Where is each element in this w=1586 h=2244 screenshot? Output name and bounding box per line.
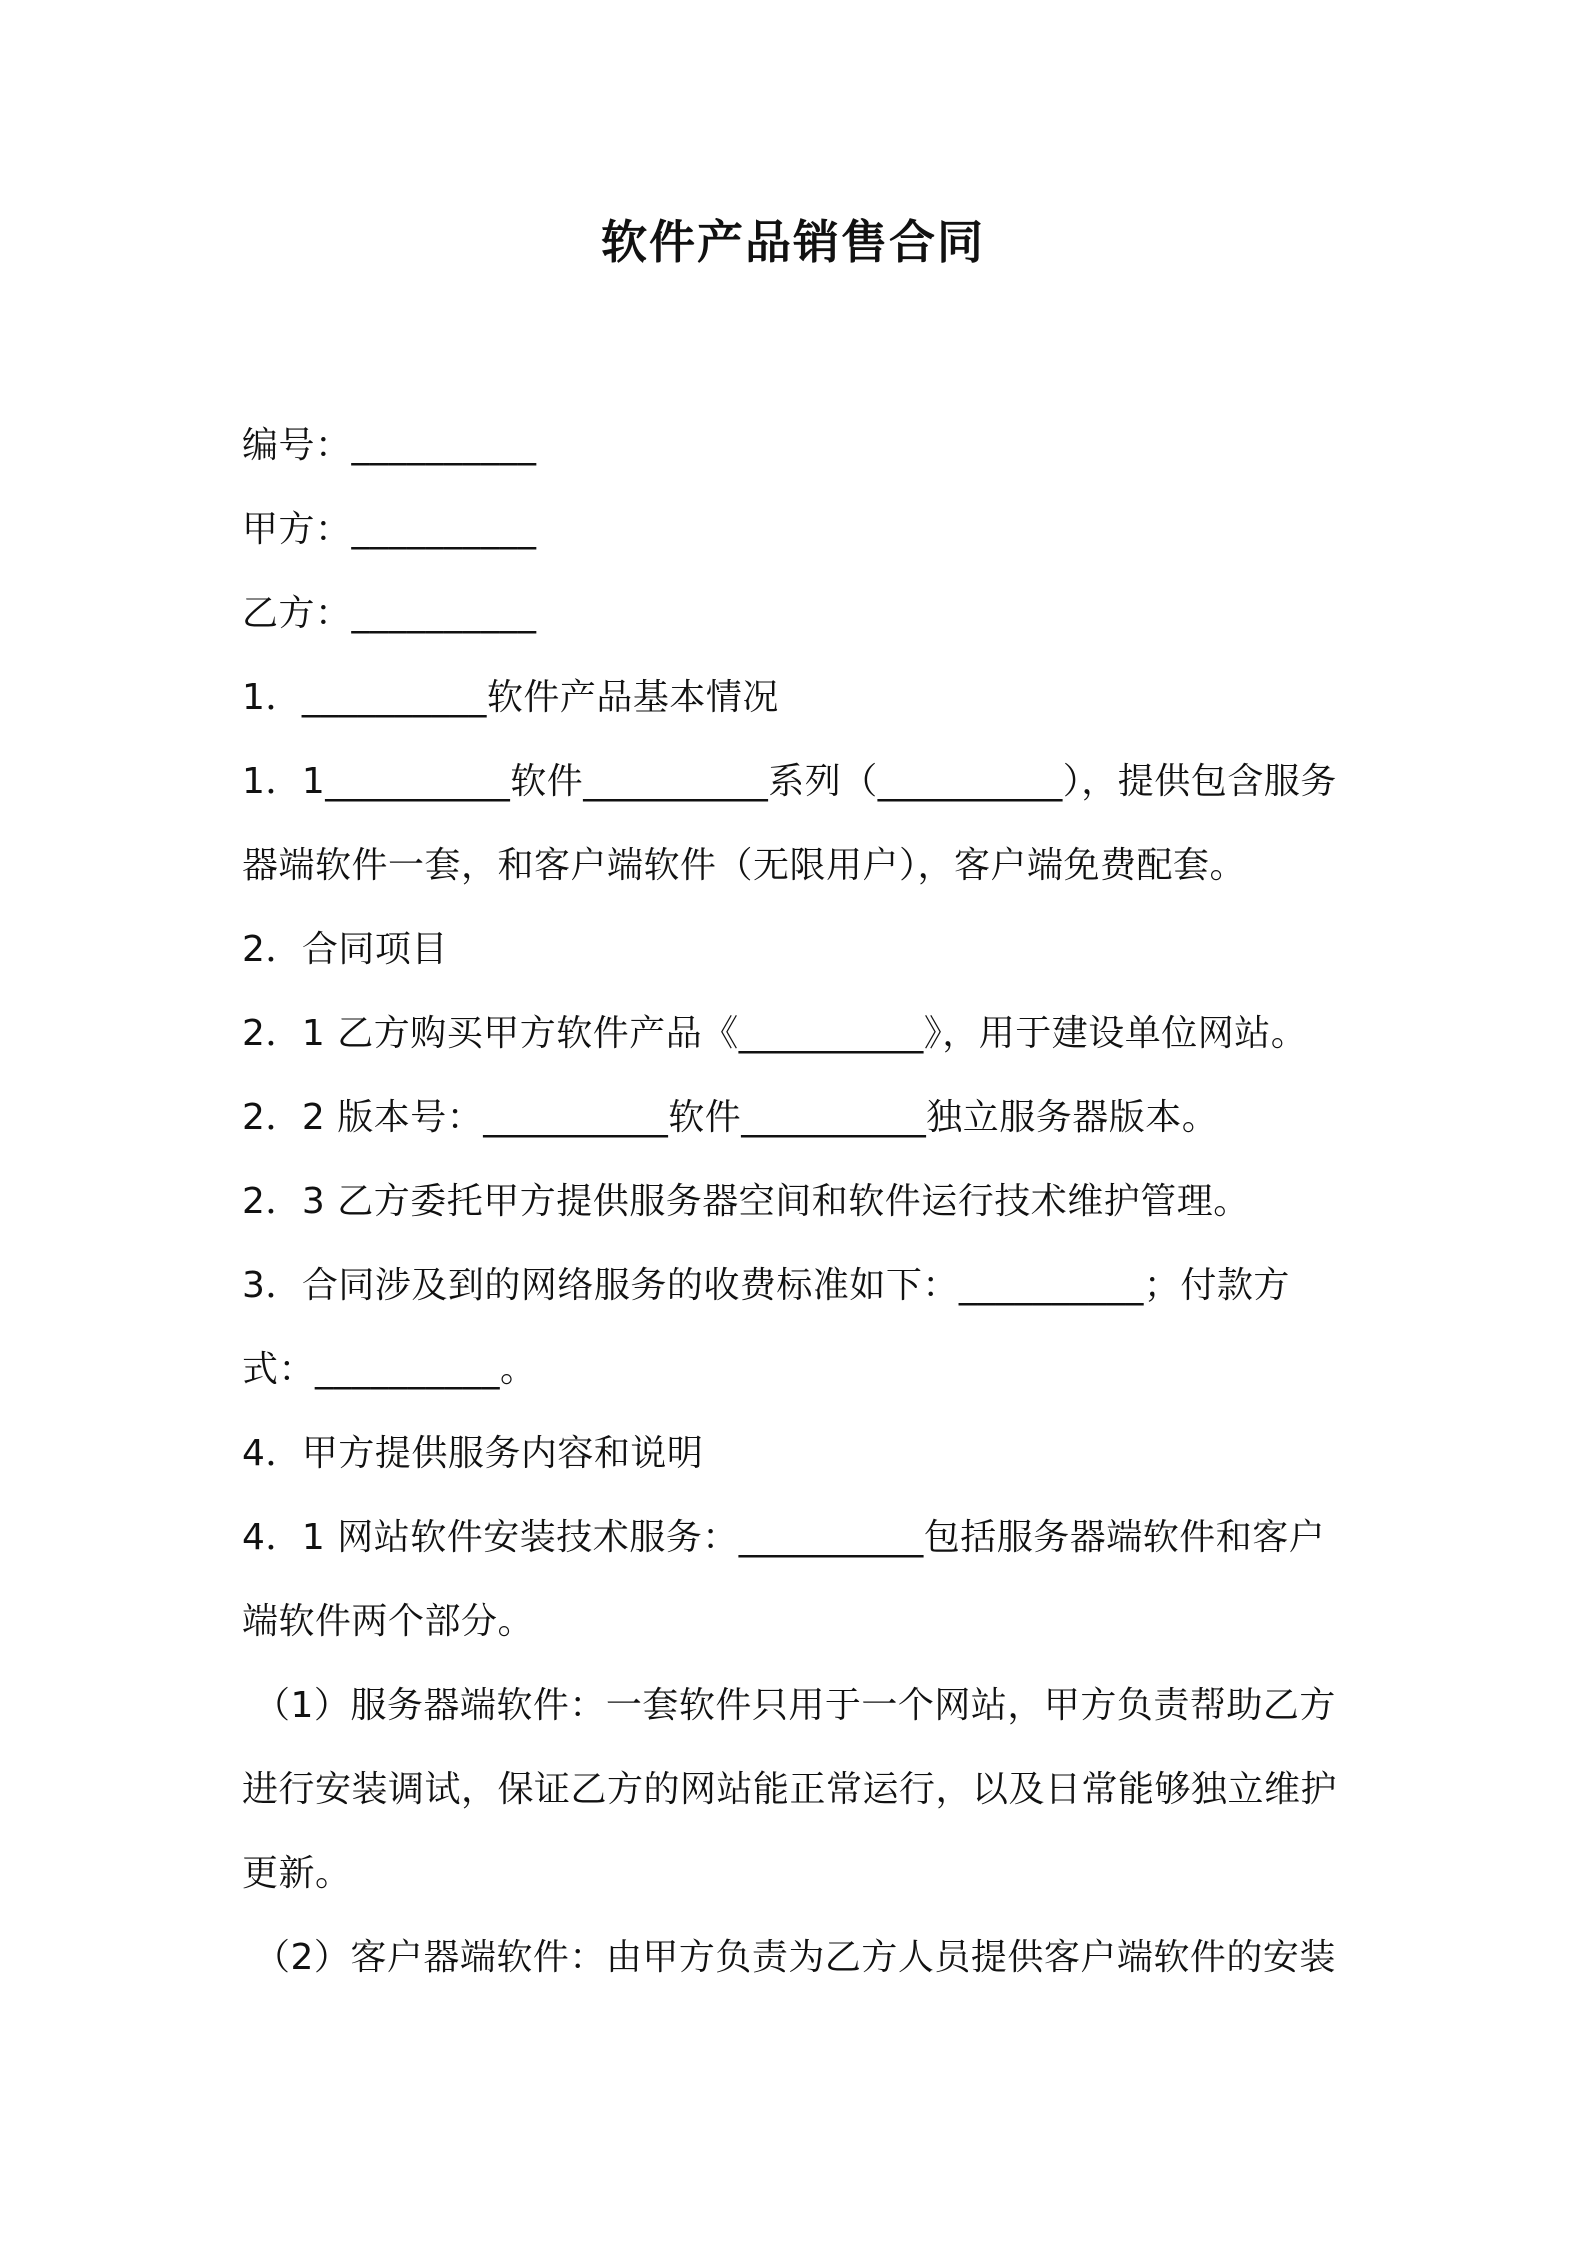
clause-4-1-line-1: 4．1 网站软件安装技术服务：__________包括服务器端软件和客户 bbox=[242, 1517, 1326, 1558]
section-3-line-2: 式：__________。 bbox=[242, 1349, 537, 1390]
clause-2-2: 2．2 版本号：__________软件__________独立服务器版本。 bbox=[242, 1097, 1219, 1138]
clause-2-3: 2．3 乙方委托甲方提供服务器空间和软件运行技术维护管理。 bbox=[242, 1181, 1250, 1222]
clause-1-1-line-1: 1．1__________软件__________系列（__________），提供包含服务 bbox=[242, 761, 1337, 802]
item-1-line-3: 更新。 bbox=[242, 1853, 352, 1894]
clause-2-1: 2．1 乙方购买甲方软件产品《__________》，用于建设单位网站。 bbox=[242, 1013, 1308, 1054]
clause-1-1-line-2: 器端软件一套，和客户端软件（无限用户），客户端免费配套。 bbox=[242, 845, 1247, 886]
item-1-line-2: 进行安装调试，保证乙方的网站能正常运行，以及日常能够独立维护 bbox=[242, 1769, 1338, 1810]
section-2-heading: 2．合同项目 bbox=[242, 929, 448, 970]
item-2-line-1: （2）客户器端软件：由甲方负责为乙方人员提供客户端软件的安装 bbox=[254, 1937, 1336, 1978]
section-4-heading: 4．甲方提供服务内容和说明 bbox=[242, 1433, 704, 1474]
section-3-line-1: 3．合同涉及到的网络服务的收费标准如下：__________；付款方 bbox=[242, 1265, 1290, 1306]
party-a-line: 甲方：__________ bbox=[242, 509, 537, 550]
document-title: 软件产品销售合同 bbox=[601, 215, 985, 269]
contract-number-line: 编号：__________ bbox=[242, 425, 537, 466]
party-b-line: 乙方：__________ bbox=[242, 593, 537, 634]
clause-4-1-line-2: 端软件两个部分。 bbox=[242, 1601, 535, 1642]
document-body bbox=[242, 404, 1352, 2000]
item-1-line-1: （1）服务器端软件：一套软件只用于一个网站，甲方负责帮助乙方 bbox=[254, 1685, 1336, 1726]
section-1-heading: 1．__________软件产品基本情况 bbox=[242, 677, 779, 718]
